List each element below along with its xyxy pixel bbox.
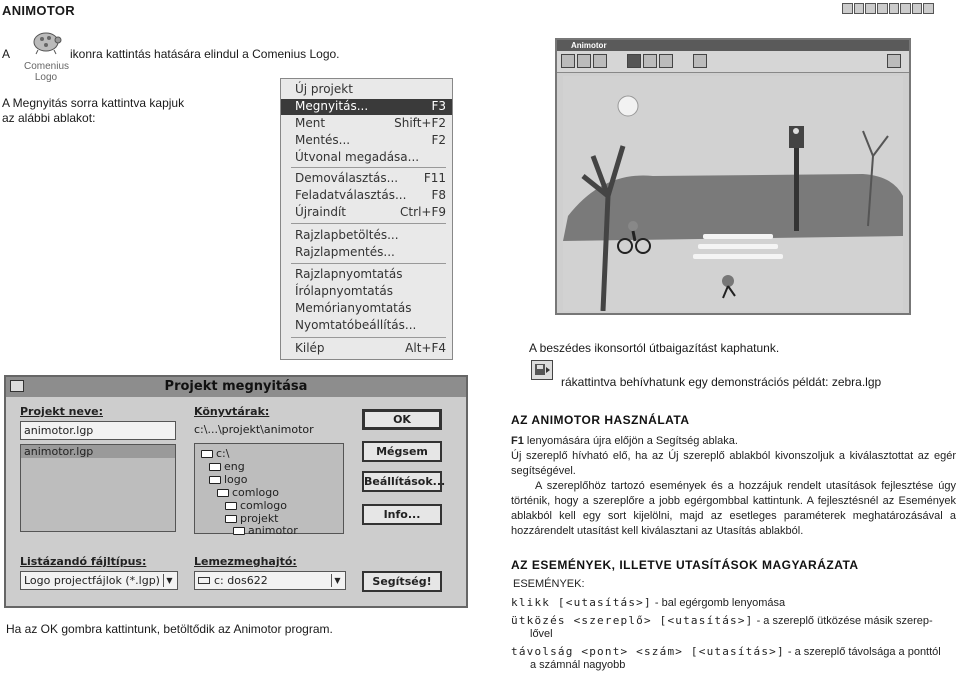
menu-separator <box>291 337 446 338</box>
menu-separator <box>291 263 446 264</box>
project-name-input[interactable]: animotor.lgp <box>20 421 176 440</box>
folder-icon <box>209 476 221 484</box>
menu-item-open[interactable]: Megnyitás... F3 <box>281 99 452 115</box>
event-row-click: klikk [<utasítás>] - bal egérgomb lenyomása <box>511 596 786 609</box>
folder-icon <box>209 463 221 471</box>
menu-separator <box>291 223 446 224</box>
event-row-distance-cont: a számnál nagyobb <box>530 659 626 671</box>
events-heading: AZ ESEMÉNYEK, ILLETVE UTASÍTÁSOK MAGYARÁZATA <box>511 558 859 572</box>
intro-text: ikonra kattintás hatására elindul a Comenius Logo. <box>70 47 340 61</box>
f1-key: F1 <box>511 435 524 447</box>
zebra-crossing-scene <box>563 76 903 311</box>
f1-text: lenyomására újra előjön a Segítség ablaka. <box>526 435 738 447</box>
tree-item[interactable]: comlogo <box>225 499 287 512</box>
speaker-icon[interactable] <box>627 54 641 68</box>
list-item[interactable]: animotor.lgp <box>21 445 175 458</box>
undo-icon[interactable] <box>659 54 673 68</box>
animator-window <box>555 38 911 315</box>
folder-icon <box>217 489 229 497</box>
tree-item[interactable]: animotor <box>233 524 298 537</box>
menu-item-exit[interactable]: Kilép Alt+F4 <box>295 341 446 355</box>
menu-item-demo[interactable]: Demoválasztás... F11 <box>295 171 446 185</box>
event-row-collision-cont: lővel <box>530 628 553 640</box>
logo-caption-2: Logo <box>34 72 58 83</box>
menu-item-print-memory[interactable]: Memórianyomtatás <box>295 301 412 315</box>
mini-toolbar <box>842 3 934 14</box>
menu-item-save[interactable]: Ment Shift+F2 <box>295 116 446 130</box>
tree-item[interactable]: projekt <box>225 512 279 525</box>
menu-item-save-as[interactable]: Mentés... F2 <box>295 133 446 147</box>
menu-item-load-sheet[interactable]: Rajzlapbetöltés... <box>295 228 399 242</box>
menu-item-task[interactable]: Feladatválasztás... F8 <box>295 188 446 202</box>
system-menu-icon[interactable] <box>10 380 24 392</box>
open-desc-2: az alábbi ablakot: <box>2 111 96 125</box>
toolbar-icon <box>923 3 934 14</box>
menu-item-print-notes[interactable]: Írólapnyomtatás <box>295 284 393 298</box>
folder-icon <box>233 527 245 535</box>
folder-icon <box>225 502 237 510</box>
comenius-logo-icon <box>24 26 70 83</box>
filetype-select[interactable]: Logo projectfájlok (*.lgp) ▼ <box>20 571 178 590</box>
directories-label: Könyvtárak: <box>194 405 270 418</box>
tools-icon[interactable] <box>643 54 657 68</box>
drive-icon <box>198 577 210 584</box>
logo-caption-1: Comenius <box>24 61 70 72</box>
new-icon[interactable] <box>561 54 575 68</box>
chevron-down-icon[interactable]: ▼ <box>331 574 343 587</box>
toolbar-icon <box>889 3 900 14</box>
file-menu <box>280 78 453 360</box>
toolbar-icon <box>842 3 853 14</box>
menu-item-restart[interactable]: Újraindít Ctrl+F9 <box>295 205 446 219</box>
ok-caption: Ha az OK gombra kattintunk, betöltődik az Animotor program. <box>6 622 333 636</box>
menu-item-new-project[interactable]: Új projekt <box>295 82 353 96</box>
tree-item[interactable]: eng <box>209 460 245 473</box>
drive-select[interactable]: c: dos622 ▼ <box>194 571 346 590</box>
toolbar-icon <box>877 3 888 14</box>
page-title: ANIMOTOR <box>2 3 75 18</box>
save-icon[interactable] <box>577 54 591 68</box>
usage-paragraph-2: A szereplőhöz tartozó események és a hozzájuk rendelt utasítások fejlesztése úgy történik, hogy a szereplőre a jobb egérgombbal kattintunk. A fejlesztésnél az Események ablakból kell egy sort kijelölni, majd az esetleges paraméterek meghatározásával a hozzárendelt utasítást kell kiválasztani az Utasítás ablakból. <box>511 480 956 537</box>
event-row-distance: távolság <pont> <szám> [<utasítás>] - a szereplő távolsága a ponttól <box>511 645 941 658</box>
speech-caption: A beszédes ikonsortól útbaigazítást kaphatunk. <box>529 341 780 355</box>
tree-item[interactable]: comlogo <box>217 486 279 499</box>
menu-separator <box>291 167 446 168</box>
open-icon[interactable] <box>593 54 607 68</box>
directory-path: c:\...\projekt\animotor <box>194 423 314 436</box>
tree-item[interactable]: logo <box>209 473 248 486</box>
demo-caption: rákattintva behívhatunk egy demonstrációs példát: zebra.lgp <box>561 375 882 389</box>
event-row-collision: ütközés <szereplő> [<utasítás>] - a szereplő ütközése másik szerep- <box>511 614 933 627</box>
demo-icon <box>531 360 553 380</box>
dialog-title: Projekt megnyitása <box>6 377 466 397</box>
cancel-button[interactable]: Mégsem <box>362 441 442 462</box>
menu-item-printer-setup[interactable]: Nyomtatóbeállítás... <box>295 318 417 332</box>
intro-a: A <box>2 47 11 61</box>
ok-button[interactable]: OK <box>362 409 442 430</box>
project-name-label: Projekt neve: <box>20 405 103 418</box>
folder-icon <box>201 450 213 458</box>
disk-icon <box>532 361 552 379</box>
filetype-label: Listázandó fájltípus: <box>20 555 147 568</box>
animator-toolbar <box>557 51 909 73</box>
menu-item-path[interactable]: Útvonal megadása... <box>295 150 420 164</box>
animator-title: Animotor <box>557 40 909 51</box>
animator-scene <box>563 76 903 311</box>
turtle-icon <box>24 26 68 56</box>
f1-paragraph <box>511 434 956 449</box>
help-icon[interactable] <box>693 54 707 68</box>
toolbar-icon <box>900 3 911 14</box>
menu-item-print-sheet[interactable]: Rajzlapnyomtatás <box>295 267 403 281</box>
close-icon[interactable] <box>887 54 901 68</box>
tree-item[interactable]: c:\ <box>201 447 229 460</box>
usage-paragraph-1: Új szereplő hívható elő, ha az Új szereplő ablakból kivonszoljuk a kiválasztottat az egér segítségével. <box>511 450 956 477</box>
toolbar-icon <box>854 3 865 14</box>
folder-icon <box>225 515 237 523</box>
usage-heading: AZ ANIMOTOR HASZNÁLATA <box>511 413 690 427</box>
chevron-down-icon[interactable]: ▼ <box>163 574 175 587</box>
help-button[interactable]: Segítség! <box>362 571 442 592</box>
project-file-list[interactable] <box>20 444 176 532</box>
toolbar-icon <box>912 3 923 14</box>
open-desc-1: A Megnyitás sorra kattintva kapjuk <box>2 96 185 110</box>
menu-item-save-sheet[interactable]: Rajzlapmentés... <box>295 245 395 259</box>
toolbar-icon <box>865 3 876 14</box>
directory-tree[interactable] <box>194 443 344 537</box>
open-project-dialog <box>4 375 468 608</box>
info-button[interactable]: Info... <box>362 504 442 525</box>
events-subheading: ESEMÉNYEK: <box>513 578 585 590</box>
drive-label: Lemezmeghajtó: <box>194 555 297 568</box>
settings-button[interactable]: Beállítások... <box>362 471 442 492</box>
